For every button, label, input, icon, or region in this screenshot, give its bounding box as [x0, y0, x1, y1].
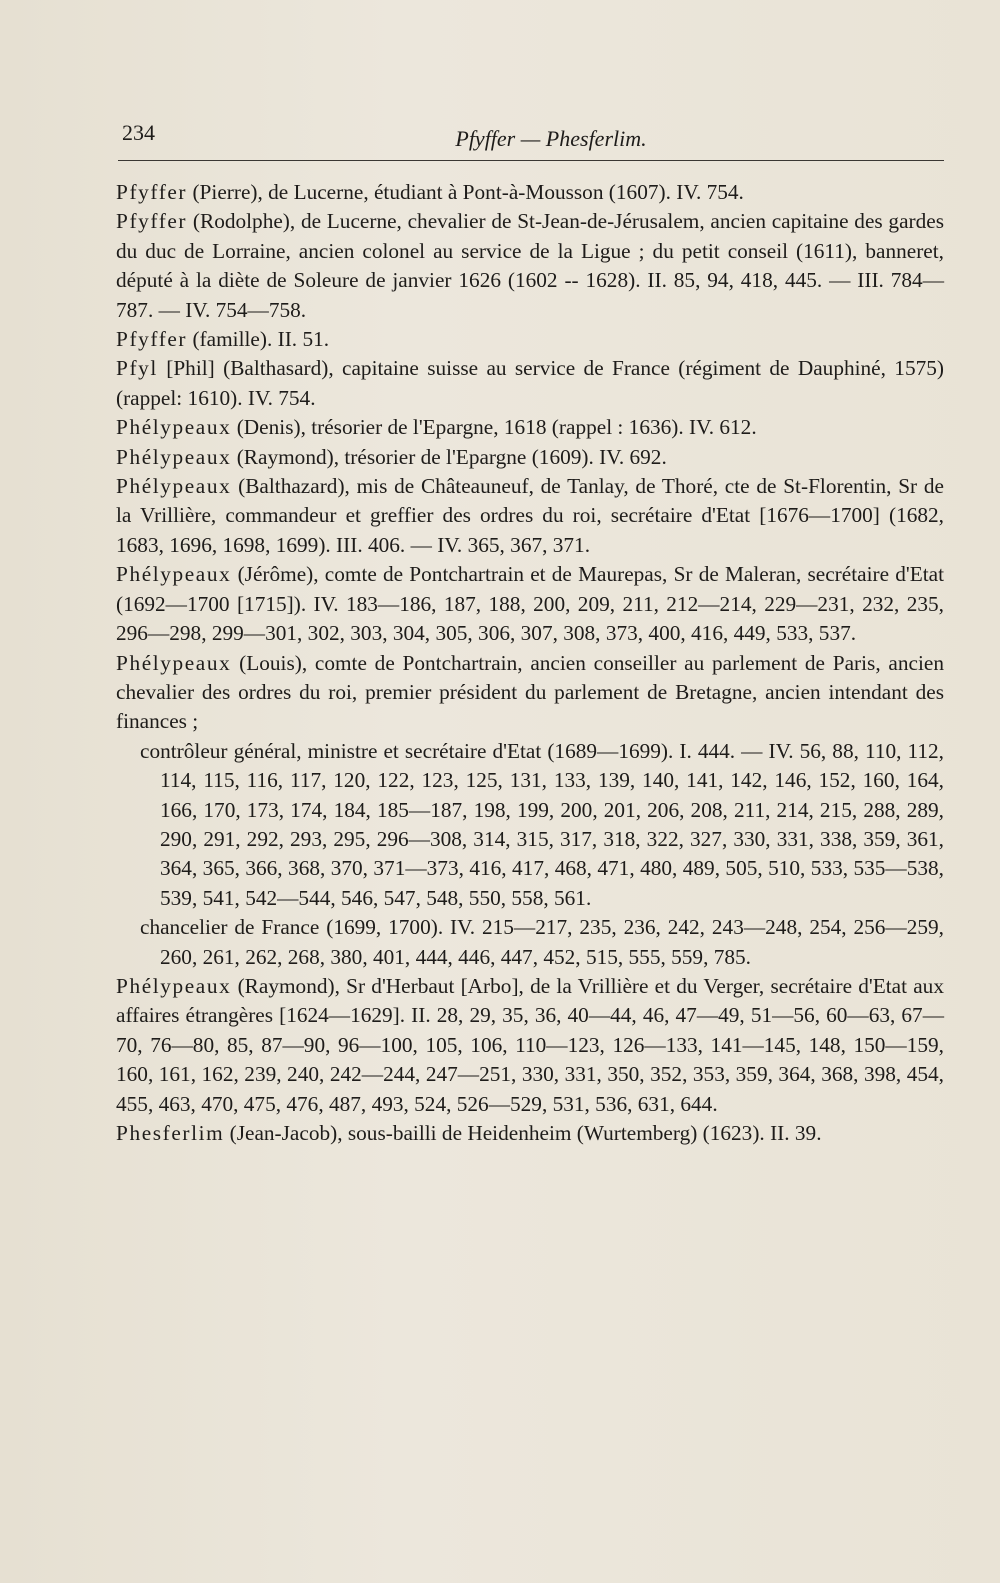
- index-entry: [116, 207, 944, 325]
- index-entry: [116, 472, 944, 560]
- entry-head: Phélypeaux: [116, 650, 232, 675]
- running-title: Pfyffer — Phesferlim.: [455, 126, 647, 151]
- entry-text: (Denis), trésorier de l'Epargne, 1618 (rappel : 1636). IV. 612.: [236, 415, 757, 440]
- page-number: 234: [122, 120, 155, 145]
- entry-text: (Raymond), Sr d'Herbaut [Arbo], de la Vrillière et du Verger, secrétaire d'Etat aux affaires étrangères [1624—1629]. II. 28, 29, 35, 36, 40—44, 46, 47—49, 51—56, 60—63, 67—70, 76—80, 85, 87—90, 96—100, 105, 106, 110—123, 126—133, 141—145, 148, 150—159, 160, 161, 162, 239, 240, 242—244, 247—251, 330, 331, 350, 352, 353, 359, 364, 368, 398, 454, 455, 463, 470, 475, 476, 487, 493, 524, 526—529, 531, 536, 631, 644.: [116, 973, 944, 1116]
- index-entry: [116, 560, 944, 648]
- index-entry: [116, 325, 944, 354]
- entry-text: (Rodolphe), de Lucerne, chevalier de St-Jean-de-Jérusalem, ancien capitaine des gardes du duc de Lorraine, ancien colonel au service de la Ligue ; du petit conseil (1611), banneret, député à la diète de Soleure de janvier 1626 (1602 -- 1628). II. 85, 94, 418, 445. — III. 784—787. — IV. 754—758.: [116, 209, 945, 322]
- index-entry: [116, 1119, 944, 1148]
- index-entry-continuation: [140, 737, 944, 913]
- index-entry: [116, 354, 944, 413]
- entry-text: (Balthazard), mis de Châteauneuf, de Tanlay, de Thoré, cte de St-Florentin, Sr de la Vrillière, commandeur et greffier des ordres du roi, secrétaire d'Etat [1676—1700] (1682, 1683, 1696, 1698, 1699). III. 406. — IV. 365, 367, 371.: [116, 474, 944, 557]
- entry-head: Phélypeaux: [116, 973, 232, 998]
- entry-head: Phélypeaux: [116, 562, 232, 587]
- entry-head: Pfyffer: [116, 209, 188, 234]
- entry-text: (Pierre), de Lucerne, étudiant à Pont-à-Mousson (1607). IV. 754.: [192, 180, 744, 204]
- entry-head: Pfyl: [116, 356, 158, 381]
- entry-head: Phélypeaux: [116, 415, 232, 440]
- entry-head: Pfyffer: [116, 327, 188, 352]
- index-entry-continuation: [140, 913, 944, 972]
- entry-text: (Raymond), trésorier de l'Epargne (1609). IV. 692.: [236, 444, 667, 469]
- index-entry: [116, 649, 944, 737]
- entry-text: [Phil] (Balthasard), capitaine suisse au service de France (régiment de Dauphiné, 1575) (rappel: 1610). IV. 754.: [116, 356, 944, 410]
- entry-text: contrôleur général, ministre et secrétaire d'Etat (1689—1699). I. 444. — IV. 56, 88, 110, 112, 114, 115, 116, 117, 120, 122, 123, 125, 131, 133, 139, 140, 141, 142, 146, 152, 160, 164, 166, 170, 173, 174, 184, 185—187, 198, 199, 200, 201, 206, 208, 211, 214, 215, 288, 289, 290, 291, 292, 293, 295, 296—308, 314, 315, 317, 318, 322, 327, 330, 331, 338, 359, 361, 364, 365, 366, 368, 370, 371—373, 416, 417, 468, 471, 480, 489, 505, 510, 533, 535—538, 539, 541, 542—544, 546, 547, 548, 550, 558, 561.: [140, 738, 944, 910]
- index-entries: [116, 178, 944, 1148]
- entry-text: (Jérôme), comte de Pontchartrain et de Maurepas, Sr de Maleran, secrétaire d'Etat (1692—1700 [1715]). IV. 183—186, 187, 188, 200, 209, 211, 212—214, 229—231, 232, 235, 296—298, 299—301, 302, 303, 304, 305, 306, 307, 308, 373, 400, 416, 449, 533, 537.: [116, 562, 945, 646]
- index-entry: [116, 413, 944, 442]
- entry-head: Phesferlim: [116, 1121, 225, 1145]
- entry-head: Pfyffer: [116, 180, 188, 204]
- index-entry: [116, 972, 944, 1119]
- entry-text: (Jean-Jacob), sous-bailli de Heidenheim (Wurtemberg) (1623). II. 39.: [229, 1121, 822, 1145]
- entry-head: Phélypeaux: [116, 474, 232, 499]
- entry-text: (famille). II. 51.: [192, 327, 330, 352]
- entry-text: chancelier de France (1699, 1700). IV. 215—217, 235, 236, 242, 243—248, 254, 256—259, 260, 261, 262, 268, 380, 401, 444, 446, 447, 452, 515, 555, 559, 785.: [140, 915, 944, 969]
- entry-text: (Louis), comte de Pontchartrain, ancien conseiller au parlement de Paris, ancien chevalier des ordres du roi, premier président du parlement de Bretagne, ancien intendant des finances ;: [116, 650, 944, 734]
- page-header: [118, 118, 944, 161]
- index-entry: [116, 443, 944, 472]
- entry-head: Phélypeaux: [116, 444, 232, 469]
- index-entry: [116, 178, 944, 207]
